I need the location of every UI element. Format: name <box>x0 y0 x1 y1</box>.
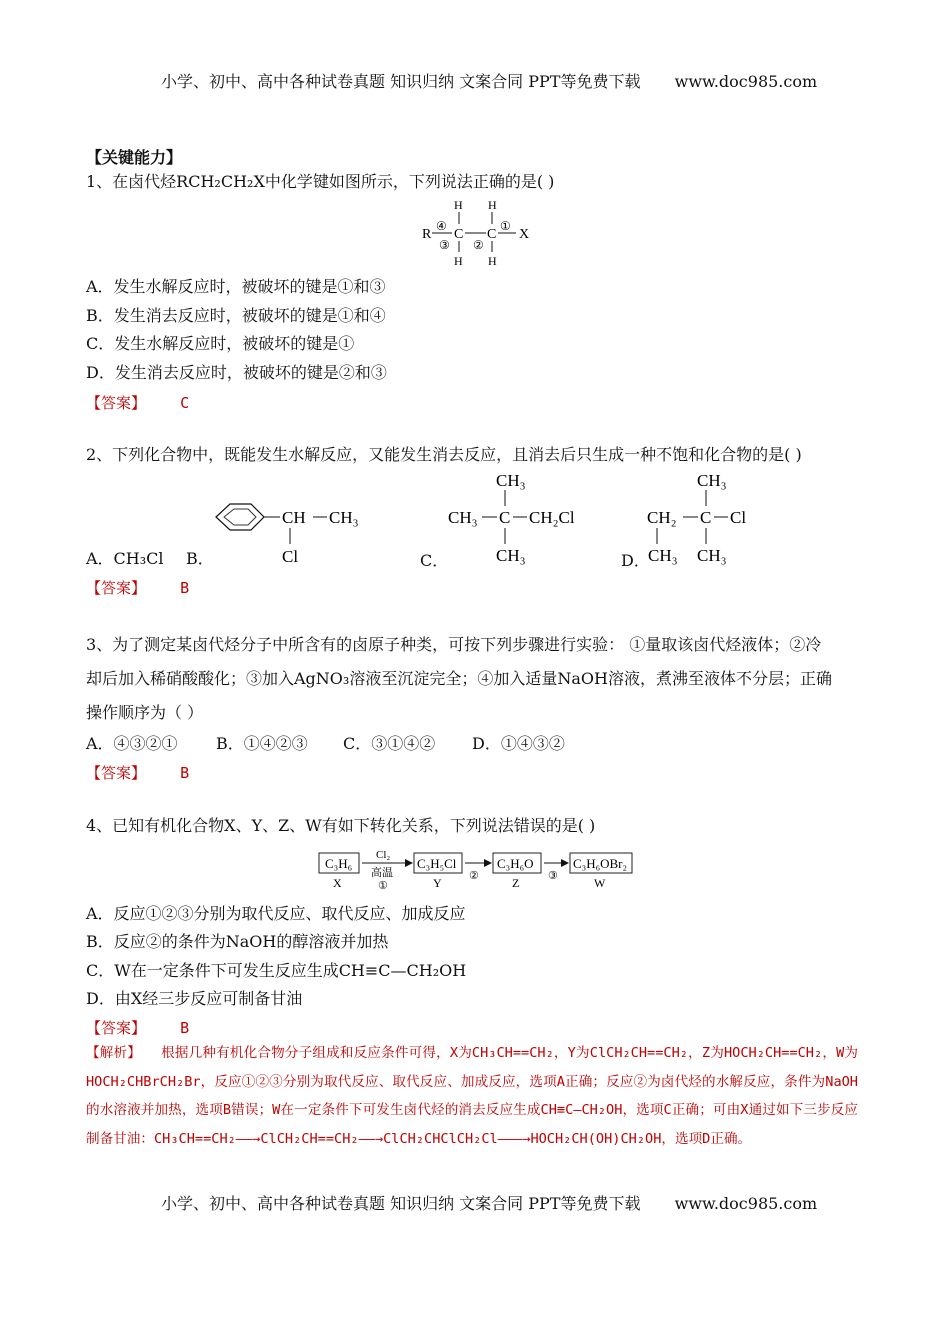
q1-option-d: D．发生消去反应时，被破坏的键是②和③ <box>86 363 387 382</box>
q2d-cl: Cl <box>730 508 747 527</box>
q4-y-label: Y <box>433 876 442 890</box>
q4-option-b: B．反应②的条件为NaOH的醇溶液并加热 <box>86 932 389 951</box>
q2d-c: C <box>700 508 712 527</box>
answer-label: 【答案】 <box>86 1019 147 1037</box>
q1-c1-atom: C <box>454 227 464 242</box>
q4-step3: ③ <box>548 870 558 882</box>
q2-option-d-structure <box>645 468 755 568</box>
answer-label: 【答案】 <box>86 394 147 412</box>
q3-answer <box>86 762 189 783</box>
q1-h-bot2: H <box>488 254 497 268</box>
q4-w-label: W <box>594 876 606 890</box>
answer-label: 【答案】 <box>86 764 147 782</box>
q1-bond4-label: ④ <box>436 219 447 233</box>
q1-h-top2: H <box>488 198 497 212</box>
q4-c3h6obr2: C₃H₆OBr₂ <box>573 856 628 871</box>
q2-option-a: A．CH₃Cl <box>86 549 164 568</box>
q1-h-bot1: H <box>454 254 463 268</box>
q2-option-b-label: B． <box>186 549 214 568</box>
header-text: 小学、初中、高中各种试卷真题 知识归纳 文案合同 PPT等免费下载 <box>161 72 641 91</box>
q2-stem: 2、下列化合物中，既能发生水解反应，又能发生消去反应，且消去后只生成一种不饱和化合物的是( ) <box>86 445 802 464</box>
q2-answer-value: B <box>180 579 190 597</box>
q1-bond2-label: ② <box>473 238 484 252</box>
q1-option-b: B．发生消去反应时，被破坏的键是①和④ <box>86 306 386 325</box>
q2d-ch2: CH₂ <box>647 508 677 527</box>
q2b-cl: Cl <box>282 547 299 566</box>
q2b-ch3: CH₃ <box>329 508 359 527</box>
q1-option-c: C．发生水解反应时，被破坏的键是① <box>86 334 355 353</box>
q2c-ch3-left: CH₃ <box>448 508 478 527</box>
q4-step2: ② <box>469 870 479 882</box>
q3-line3: 操作顺序为（ ） <box>86 703 204 722</box>
q1-x-atom: X <box>519 227 530 242</box>
q2-option-b-structure <box>206 492 376 572</box>
q3-option-b: B．①④②③ <box>216 734 308 753</box>
q4-z-label: Z <box>512 876 520 890</box>
footer-text: 小学、初中、高中各种试卷真题 知识归纳 文案合同 PPT等免费下载 <box>161 1194 641 1213</box>
q2d-ch3-br: CH₃ <box>697 546 727 565</box>
q1-bond3-label: ③ <box>439 238 450 252</box>
q1-stem: 1、在卤代烃RCH₂CH₂X中化学键如图所示，下列说法正确的是( ) <box>86 172 555 191</box>
q4-analysis-text: 根据几种有机化合物分子组成和反应条件可得，X为CH₃CH==CH₂，Y为ClCH₂CH==CH₂，Z为HOCH₂CH==CH₂，W为HOCH₂CHBrCH₂Br，反应①②③分别为取代反应、取代反应、加成反应，选项A正确；反应②为卤代烃的水解反应，条件为NaOH的水溶液并加热，选项B错误；W在一定条件下可发生卤代烃的消去反应生成CH≡C—CH₂OH，选项C正确；可由X通过如下三步反应制备甘油：CH₃CH==CH₂——→ClCH₂CH==CH₂——→ClCH₂CHClCH₂Cl———→HOCH₂CH(OH)CH₂OH，选项D正确。 <box>86 1045 859 1147</box>
q4-cl2: Cl₂ <box>376 849 391 861</box>
q2-answer <box>86 577 189 598</box>
q2-option-d-label: D． <box>621 551 650 570</box>
q4-c3h5cl: C₃H₅Cl <box>417 856 457 871</box>
q4-c3h6o: C₃H₆O <box>497 856 534 871</box>
q4-stem: 4、已知有机化合物X、Y、Z、W有如下转化关系，下列说法错误的是( ) <box>86 816 596 835</box>
q2c-ch2cl: CH₂Cl <box>529 508 575 527</box>
q2c-ch3-top: CH₃ <box>496 471 526 490</box>
q4-answer <box>86 1017 189 1038</box>
q4-analysis <box>86 1039 858 1153</box>
q4-answer-value: B <box>180 1019 190 1037</box>
q4-gaowen: 高温 <box>371 867 393 879</box>
q2d-ch3-top: CH₃ <box>697 471 727 490</box>
analysis-label: 【解析】 <box>86 1045 141 1061</box>
q1-c2-atom: C <box>487 227 497 242</box>
q1-bond-diagram <box>416 194 536 272</box>
q1-h-top1: H <box>454 198 463 212</box>
q2c-c: C <box>499 508 511 527</box>
q3-option-d: D．①④③② <box>472 734 565 753</box>
q1-answer <box>86 392 189 413</box>
q4-step1: ① <box>378 880 388 892</box>
answer-label: 【答案】 <box>86 579 147 597</box>
q1-bond1-label: ① <box>500 219 511 233</box>
q3-line2: 却后加入稀硝酸酸化；③加入AgNO₃溶液至沉淀完全；④加入适量NaOH溶液，煮沸至液体不分层；正确 <box>86 669 832 688</box>
q1-r-atom: R <box>422 227 432 242</box>
q3-line1: 3、为了测定某卤代烃分子中所含有的卤原子种类，可按下列步骤进行实验： ①量取该卤代烃液体；②冷 <box>86 635 822 654</box>
q4-reaction-scheme <box>316 844 636 892</box>
q2d-ch3-bl: CH₃ <box>648 546 678 565</box>
q1-option-a: A．发生水解反应时，被破坏的键是①和③ <box>86 277 386 296</box>
q4-option-a: A．反应①②③分别为取代反应、取代反应、加成反应 <box>86 904 466 923</box>
q2-option-c-label: C． <box>420 551 449 570</box>
q4-option-c: C．W在一定条件下可发生反应生成CH≡C—CH₂OH <box>86 961 467 980</box>
q2c-ch3-bottom: CH₃ <box>496 546 526 565</box>
q4-x-label: X <box>333 876 342 890</box>
q3-answer-value: B <box>180 764 190 782</box>
q3-option-c: C．③①④② <box>343 734 436 753</box>
page-footer <box>161 1191 817 1214</box>
section-title: 【关键能力】 <box>86 148 183 167</box>
page-header <box>161 69 817 92</box>
q1-answer-value: C <box>180 394 190 412</box>
q4-c3h6: C₃H₆ <box>325 856 353 871</box>
footer-site: www.doc985.com <box>674 1194 818 1213</box>
q2b-ch: CH <box>282 508 306 527</box>
q2-option-c-structure <box>444 468 594 568</box>
q4-option-d: D．由X经三步反应可制备甘油 <box>86 989 303 1008</box>
header-site: www.doc985.com <box>674 72 818 91</box>
q3-option-a: A．④③②① <box>86 734 178 753</box>
